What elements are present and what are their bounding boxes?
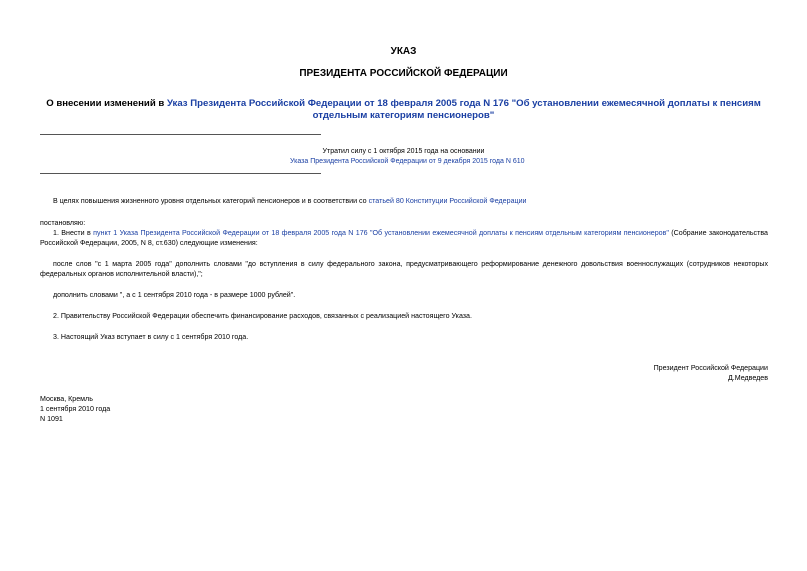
document-title xyxy=(40,98,767,122)
p1-prefix: 1. Внести в xyxy=(53,229,94,237)
footer-number: N 1091 xyxy=(40,415,63,423)
constitution-link[interactable]: статьей 80 Конституции Российской Федерации xyxy=(368,197,527,205)
decree-heading: УКАЗ xyxy=(390,46,417,57)
decree-176-link[interactable]: пункт 1 Указа Президента Российской Федерации от 18 февраля 2005 года N 176 "Об установлении ежемесячной доплаты к пенсиям отдельным категориям пенсионеров" xyxy=(93,229,669,237)
footer-place: Москва, Кремль xyxy=(40,395,93,403)
resolve-text: постановляю: xyxy=(40,219,86,227)
title-prefix: О внесении изменений в xyxy=(46,98,167,109)
signature-block xyxy=(467,363,768,383)
paragraph-1b: дополнить словами ", а с 1 сентября 2010 года - в размере 1000 рублей". xyxy=(53,291,296,299)
paragraph-2: 2. Правительству Российской Федерации обеспечить финансирование расходов, связанных с реализацией настоящего Указа. xyxy=(53,312,472,320)
signature-name: Д.Медведев xyxy=(727,374,768,382)
paragraph-1 xyxy=(40,228,768,248)
preamble-text: В целях повышения жизненного уровня отдельных категорий пенсионеров и в соответствии со xyxy=(53,197,369,205)
preamble xyxy=(53,196,767,206)
status-decree-link[interactable]: Указа Президента Российской Федерации от 9 декабря 2015 года N 610 xyxy=(290,158,525,165)
title-decree-link[interactable]: Указ Президента Российской Федерации от 18 февраля 2005 года N 176 "Об установлении ежемесячной доплаты к пенсиям отдельным категориям пенсионеров" xyxy=(166,98,761,121)
divider-bottom xyxy=(40,173,321,174)
signature-position: Президент Российской Федерации xyxy=(653,364,768,372)
p1-suffix: (Собрание законодательства Российской Федерации, 2005, N 8, ст.630) следующие изменения: xyxy=(40,229,768,247)
divider-top xyxy=(40,134,321,135)
status-note xyxy=(290,147,525,167)
footer-block xyxy=(40,394,110,424)
issuer-heading: ПРЕЗИДЕНТА РОССИЙСКОЙ ФЕДЕРАЦИИ xyxy=(299,68,508,79)
status-line: Утратил силу с 1 октября 2015 года на основании xyxy=(322,148,485,155)
footer-date: 1 сентября 2010 года xyxy=(40,405,111,413)
paragraph-3: 3. Настоящий Указ вступает в силу с 1 сентября 2010 года. xyxy=(53,333,249,341)
paragraph-1a: после слов "с 1 марта 2005 года" дополнить словами "до вступления в силу федерального закона, предусматривающего реформирование денежного довольствия военнослужащих (сотрудников некоторых федеральных органов исполнительной власти),"; xyxy=(40,260,768,278)
